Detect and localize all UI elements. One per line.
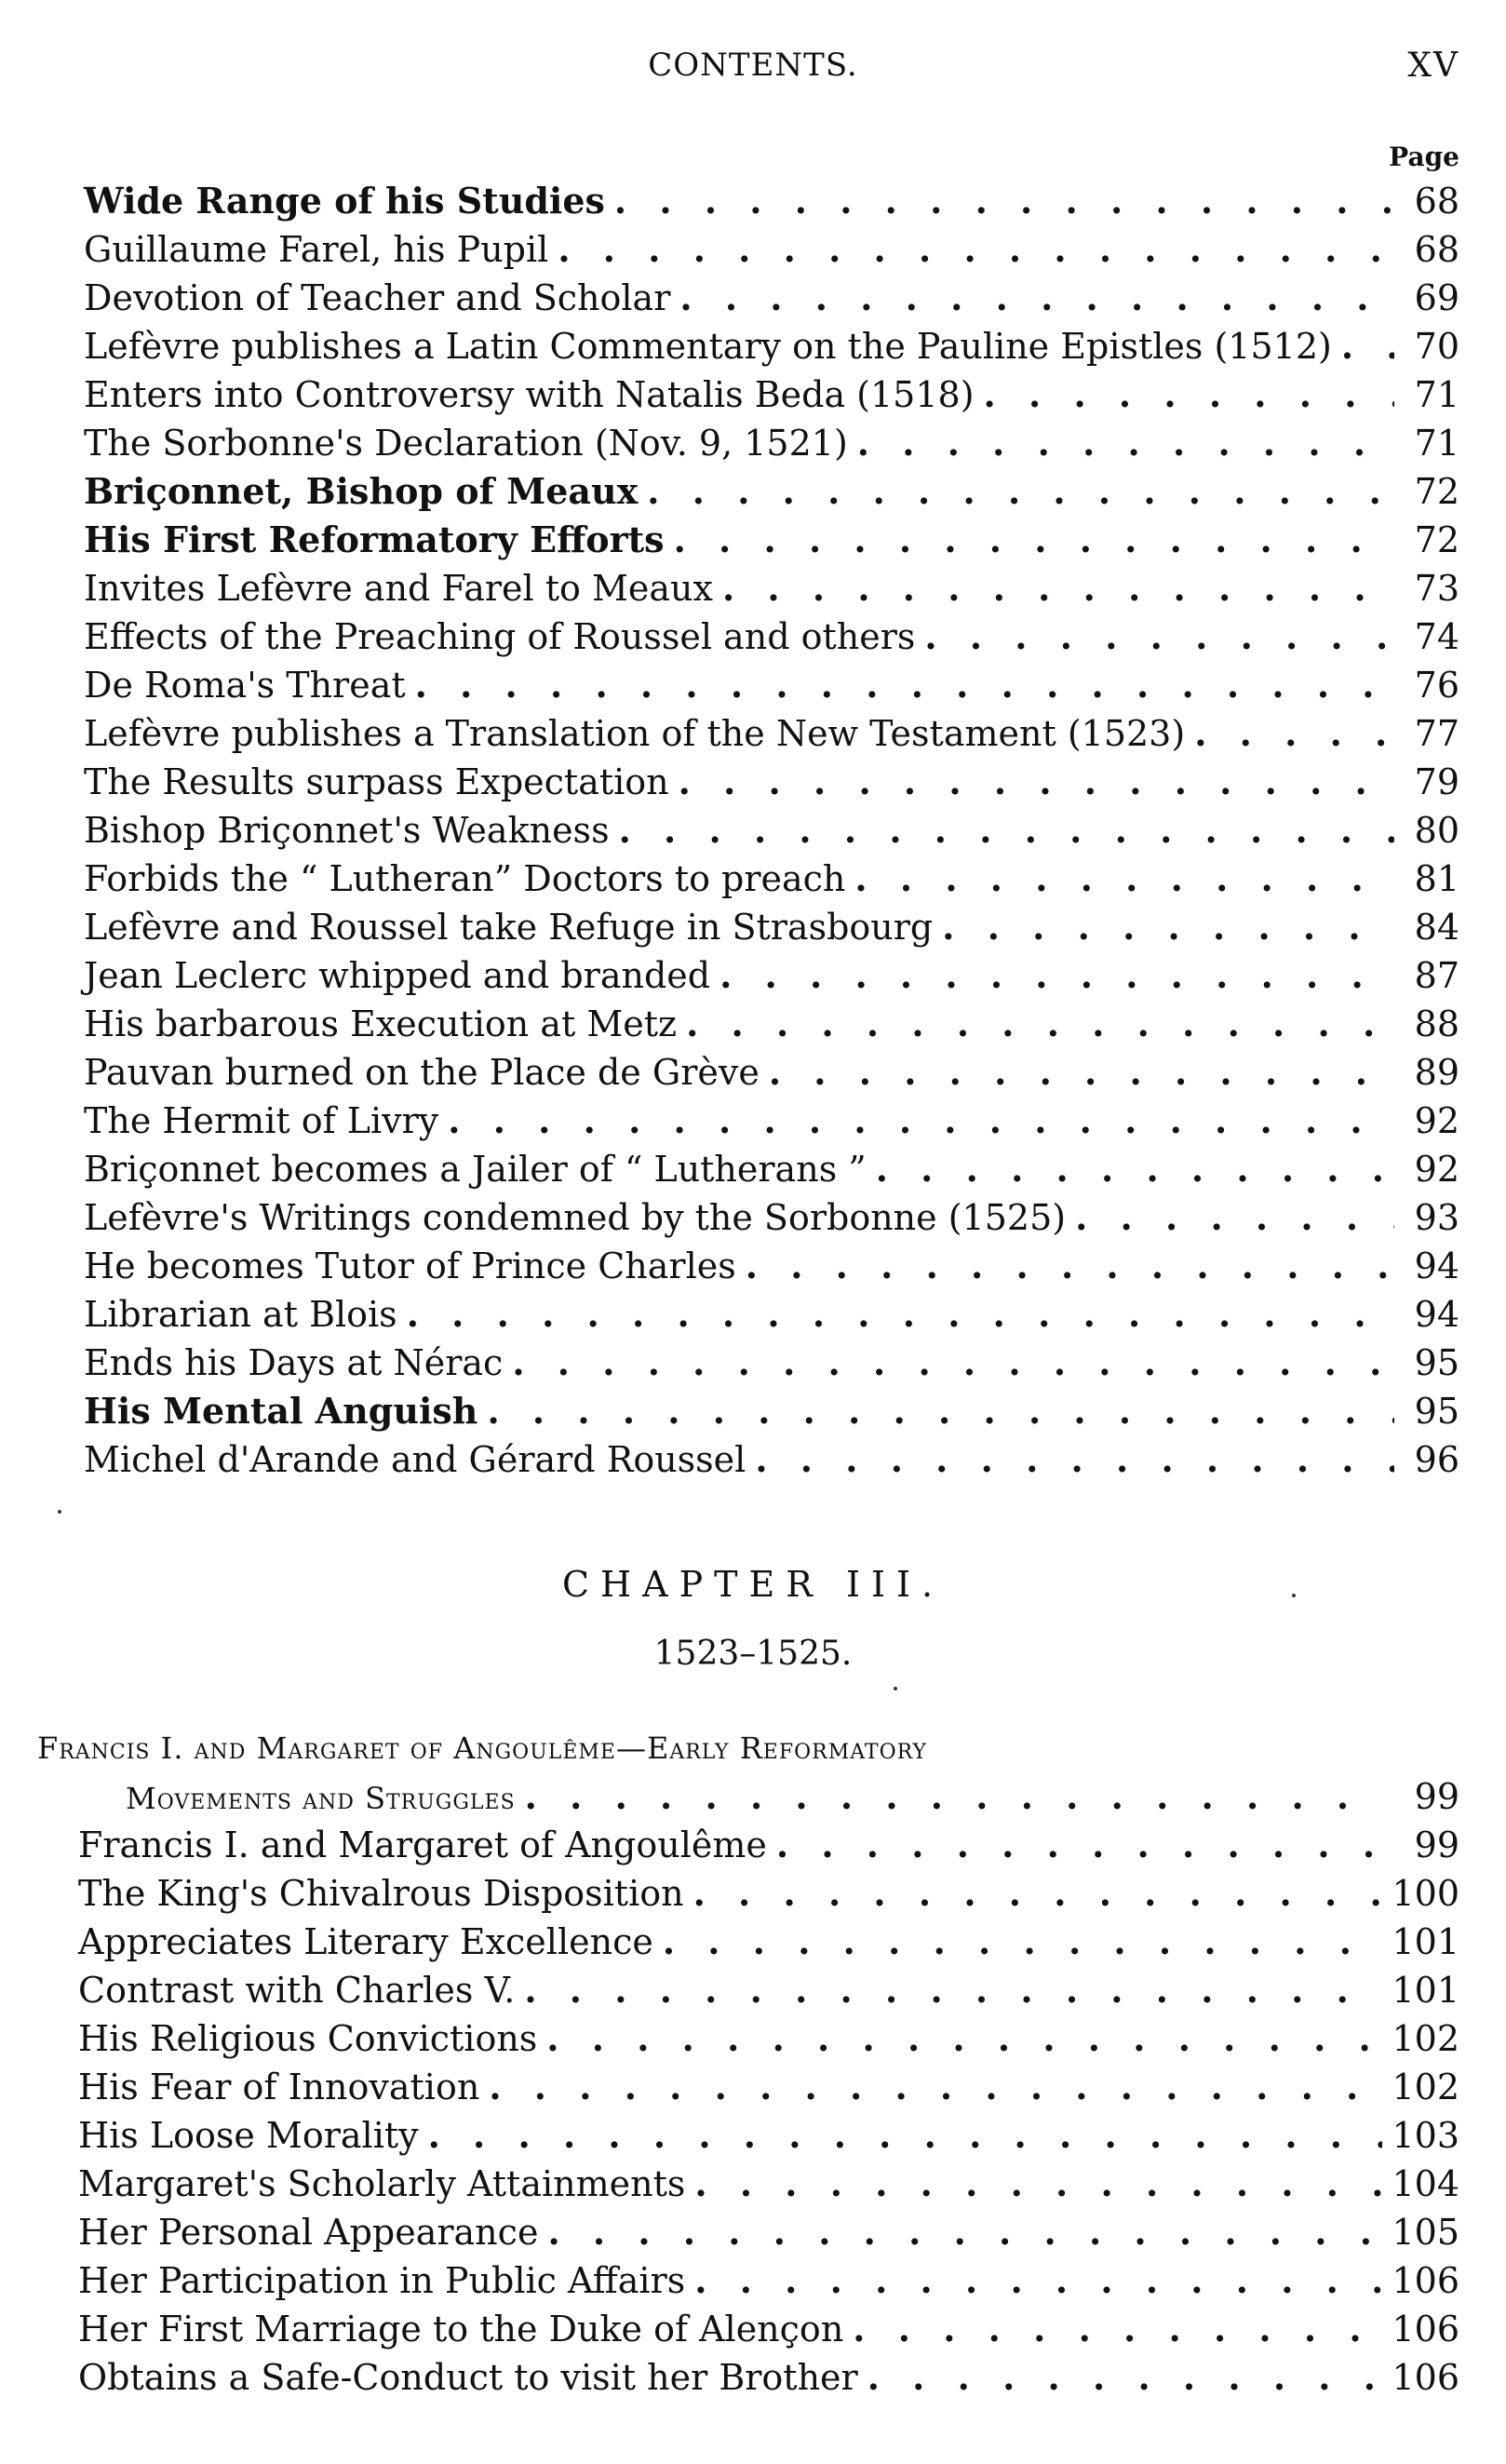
toc-entry-title: His Loose Morality	[78, 2115, 419, 2156]
toc-entry-page: 79	[1414, 761, 1459, 802]
toc-entry-page: 77	[1414, 713, 1459, 754]
toc-entry-title: Pauvan burned on the Place de Grève	[84, 1052, 760, 1093]
toc-entry-title: His Religious Convictions	[78, 2018, 538, 2059]
toc-entry-line	[78, 2208, 1459, 2256]
toc-entry-title: Lefèvre's Writings condemned by the Sorbonne (1525)	[84, 1197, 1067, 1238]
toc-entry	[0, 1048, 1506, 1097]
dot-leader	[719, 951, 1394, 1000]
dot-leader	[547, 2208, 1382, 2256]
toc-entry-page: 106	[1392, 2357, 1459, 2398]
toc-entry-page: 80	[1414, 810, 1459, 851]
toc-entry	[0, 2063, 1506, 2111]
toc-entry	[0, 855, 1506, 903]
toc-entry-page: 105	[1392, 2212, 1459, 2253]
dot-leader	[428, 2111, 1383, 2160]
toc-entry	[0, 2353, 1506, 2402]
stray-mark	[58, 1510, 61, 1514]
toc-entry-title: Briçonnet, Bishop of Meaux	[84, 470, 639, 512]
toc-entry-page: 76	[1414, 665, 1459, 706]
toc-entry-line	[78, 2063, 1459, 2111]
toc-entry-line	[78, 2014, 1459, 2063]
toc-entry-page: 95	[1414, 1391, 1459, 1432]
toc-entry-title: Wide Range of his Studies	[84, 180, 605, 222]
toc-entry	[0, 370, 1506, 419]
toc-entry-line	[78, 2305, 1459, 2353]
toc-entry-title: His Fear of Innovation	[78, 2067, 480, 2107]
dot-leader	[924, 613, 1394, 661]
dot-leader	[686, 1000, 1394, 1048]
toc-entry-title: Appreciates Literary Excellence	[78, 1921, 653, 1962]
dot-leader	[755, 1435, 1394, 1484]
section-title	[37, 1724, 1471, 1772]
toc-entry-title: Briçonnet becomes a Jailer of “ Lutherans ”	[84, 1149, 867, 1190]
toc-entry-line	[84, 322, 1459, 370]
toc-entry-title: Lefèvre and Roussel take Refuge in Strasbourg	[84, 907, 934, 948]
toc-entry-line	[84, 951, 1459, 1000]
toc-entry-title: Obtains a Safe-Conduct to visit her Brother	[78, 2357, 858, 2398]
dot-leader	[679, 274, 1394, 322]
toc-entry-page: 68	[1414, 229, 1459, 270]
toc-entry	[0, 1387, 1506, 1435]
toc-entry-line	[84, 1000, 1459, 1048]
toc-entry	[0, 2208, 1506, 2256]
dot-leader	[1075, 1193, 1394, 1242]
toc-entry	[0, 467, 1506, 516]
toc-entry-line	[84, 903, 1459, 951]
dot-leader	[512, 1339, 1394, 1387]
toc-entry-title: Guillaume Farel, his Pupil	[84, 229, 549, 270]
toc-entry-title: Enters into Controversy with Natalis Beda (1518)	[84, 374, 975, 415]
toc-entry-page: 71	[1414, 423, 1459, 464]
toc-entry-line	[84, 419, 1459, 467]
toc-entry-page: 106	[1392, 2260, 1459, 2301]
toc-entry-page: 100	[1392, 1873, 1459, 1914]
toc-entry-line	[78, 2111, 1459, 2160]
toc-entry-page: 92	[1414, 1100, 1459, 1141]
toc-entry	[0, 419, 1506, 467]
dot-leader	[854, 855, 1394, 903]
dot-leader	[448, 1097, 1394, 1145]
toc-entry-line	[84, 516, 1459, 564]
toc-entry-page: 101	[1392, 1970, 1459, 2011]
toc-entry-page: 95	[1414, 1342, 1459, 1383]
toc-entry-page: 84	[1414, 907, 1459, 948]
toc-entry-title: Her First Marriage to the Duke of Alençon	[78, 2309, 844, 2350]
toc-entry	[0, 2256, 1506, 2305]
toc-entry-title: Bishop Briçonnet's Weakness	[84, 810, 610, 851]
toc-entry-page: 102	[1392, 2018, 1459, 2059]
toc-entry-line	[78, 1918, 1459, 1966]
toc-entry-page: 70	[1414, 326, 1459, 367]
toc-entry-title: Devotion of Teacher and Scholar	[84, 277, 671, 318]
toc-entry	[0, 951, 1506, 1000]
toc-entry-title: Invites Lefèvre and Farel to Meaux	[84, 568, 713, 609]
running-title: CONTENTS.	[648, 47, 858, 84]
section-title-continuation	[0, 1772, 1506, 1821]
toc-entry-line	[84, 613, 1459, 661]
toc-entry-title: The King's Chivalrous Disposition	[78, 1873, 684, 1914]
toc-entry-title: He becomes Tutor of Prince Charles	[84, 1245, 736, 1286]
toc-entry-line	[84, 177, 1459, 225]
toc-entry	[0, 613, 1506, 661]
toc-entry-page: 96	[1414, 1439, 1459, 1480]
toc-entry-page: 93	[1414, 1197, 1459, 1238]
toc-entry-line	[84, 709, 1459, 758]
dot-leader	[746, 1242, 1394, 1290]
dot-leader	[876, 1145, 1394, 1193]
dot-leader	[867, 2353, 1383, 2402]
toc-entry-line	[84, 855, 1459, 903]
dot-leader	[679, 758, 1394, 806]
dot-leader	[722, 564, 1394, 613]
toc-entry	[0, 1193, 1506, 1242]
toc-entry-line	[84, 1387, 1459, 1435]
dot-leader	[619, 806, 1394, 855]
toc-entry	[0, 564, 1506, 613]
toc-entry-line	[78, 2256, 1459, 2305]
section-title-line-2: Movements and Struggles	[126, 1781, 516, 1816]
toc-entry-line	[78, 2160, 1459, 2208]
dot-leader	[546, 2014, 1382, 2063]
dot-leader	[776, 1821, 1383, 1869]
dot-leader	[663, 1918, 1383, 1966]
toc-entry	[0, 516, 1506, 564]
toc-entry	[0, 1966, 1506, 2014]
toc-entry-title: His First Reformatory Efforts	[84, 518, 665, 560]
dot-leader	[524, 1966, 1382, 2014]
toc-entry-page: 94	[1414, 1245, 1459, 1286]
toc-entry	[0, 661, 1506, 709]
toc-entry-line	[84, 758, 1459, 806]
dot-leader	[558, 225, 1394, 274]
toc-entry-line	[84, 1145, 1459, 1193]
toc-entry-title: Contrast with Charles V.	[78, 1970, 516, 2011]
toc-entry-line	[84, 661, 1459, 709]
toc-entry-page: 99	[1414, 1824, 1459, 1865]
toc-entry-page: 81	[1414, 858, 1459, 899]
toc-entry-title: Effects of the Preaching of Roussel and others	[84, 616, 916, 657]
toc-entry-page: 89	[1414, 1052, 1459, 1093]
toc-entry	[0, 758, 1506, 806]
dot-leader	[647, 467, 1394, 516]
toc-entry	[0, 1145, 1506, 1193]
toc-entry	[0, 2160, 1506, 2208]
dot-leader	[853, 2305, 1382, 2353]
toc-entry-page: 68	[1414, 181, 1459, 222]
toc-entry	[0, 2111, 1506, 2160]
toc-entry	[0, 2014, 1506, 2063]
toc-entry-line	[84, 370, 1459, 419]
toc-entry-page: 102	[1392, 2067, 1459, 2107]
dot-leader	[415, 661, 1394, 709]
toc-entry	[0, 806, 1506, 855]
toc-entry-page: 73	[1414, 568, 1459, 609]
dot-leader	[942, 903, 1394, 951]
dot-leader	[614, 177, 1394, 225]
toc-entry-line	[84, 1048, 1459, 1097]
toc-entry-page: 87	[1414, 955, 1459, 996]
toc-entry-title: The Sorbonne's Declaration (Nov. 9, 1521)	[84, 423, 848, 464]
dot-leader	[1341, 322, 1394, 370]
toc-entry-line	[84, 1193, 1459, 1242]
toc-entry	[0, 903, 1506, 951]
dot-leader	[769, 1048, 1394, 1097]
toc-entry-line	[84, 564, 1459, 613]
toc-entry-line	[84, 1435, 1459, 1484]
toc-entry-title: Lefèvre publishes a Latin Commentary on the Pauline Epistles (1512)	[84, 326, 1332, 367]
toc-entry	[0, 1821, 1506, 1869]
dot-leader	[525, 1772, 1383, 1821]
toc-entry	[0, 1339, 1506, 1387]
toc-entry-page: 104	[1392, 2163, 1459, 2204]
toc-entry-page: 69	[1414, 277, 1459, 318]
toc-entry-title: The Hermit of Livry	[84, 1100, 439, 1141]
toc-entry	[0, 225, 1506, 274]
toc-entry	[0, 1290, 1506, 1339]
toc-entry-page: 88	[1414, 1003, 1459, 1044]
toc-entry	[0, 1918, 1506, 1966]
toc-entry-line	[84, 806, 1459, 855]
toc-entry-title: Francis I. and Margaret of Angoulême	[78, 1824, 767, 1865]
running-head	[0, 47, 1506, 93]
toc-entry	[0, 322, 1506, 370]
toc-entry-line	[84, 1097, 1459, 1145]
stray-mark	[1292, 1594, 1296, 1597]
dot-leader	[407, 1290, 1394, 1339]
toc-entry	[0, 274, 1506, 322]
toc-entry-title: Jean Leclerc whipped and branded	[84, 955, 711, 996]
toc-entry-line	[126, 1772, 1459, 1823]
toc-entry-page: 74	[1414, 616, 1459, 657]
toc-entry-line	[78, 1821, 1459, 1869]
toc-entry	[0, 1435, 1506, 1484]
toc-entry-title: His barbarous Execution at Metz	[84, 1003, 678, 1044]
toc-entry-title: Her Participation in Public Affairs	[78, 2260, 686, 2301]
dot-leader	[487, 1387, 1394, 1435]
stray-mark	[894, 1687, 897, 1690]
toc-entry-title: Ends his Days at Nérac	[84, 1342, 504, 1383]
toc-entry	[0, 2305, 1506, 2353]
page-column-label: Page	[1389, 141, 1459, 172]
toc-entry	[0, 1869, 1506, 1918]
toc-entry	[0, 1097, 1506, 1145]
toc-entry-page: 106	[1392, 2309, 1459, 2350]
toc-entry-title: His Mental Anguish	[84, 1390, 478, 1432]
chapter-dates: 1523–1525.	[653, 1635, 853, 1673]
toc-entry-title: De Roma's Threat	[84, 665, 406, 706]
dot-leader	[693, 1869, 1383, 1918]
toc-entry-page: 72	[1414, 519, 1459, 560]
toc-entry	[0, 1242, 1506, 1290]
toc-entry-line	[84, 1290, 1459, 1339]
toc-entry-line	[84, 225, 1459, 274]
toc-entry-line	[84, 1339, 1459, 1387]
toc-entry-line	[84, 467, 1459, 516]
toc-entry-line	[84, 1242, 1459, 1290]
toc-entry-title: The Results surpass Expectation	[84, 761, 669, 802]
dot-leader	[674, 516, 1394, 564]
section-title-line-1: Francis I. and Margaret of Angoulême—Early Reformatory	[37, 1730, 928, 1766]
toc-entry-title: Michel d'Arande and Gérard Roussel	[84, 1439, 746, 1480]
toc-entry-line	[78, 1966, 1459, 2014]
toc-entry-page: 103	[1392, 2115, 1459, 2156]
dot-leader	[1194, 709, 1394, 758]
dot-leader	[984, 370, 1394, 419]
dot-leader	[489, 2063, 1382, 2111]
toc-entry-page: 71	[1414, 374, 1459, 415]
toc-entry-line	[84, 274, 1459, 322]
toc-entry-title: Forbids the “ Lutheran” Doctors to preach	[84, 858, 846, 899]
toc-entry-page: 92	[1414, 1149, 1459, 1190]
toc-entry	[0, 1000, 1506, 1048]
toc-entry-title: Her Personal Appearance	[78, 2212, 539, 2253]
toc-entry-page: 94	[1414, 1294, 1459, 1335]
toc-entry	[0, 177, 1506, 225]
toc-entry-title: Lefèvre publishes a Translation of the New Testament (1523)	[84, 713, 1186, 754]
dot-leader	[694, 2160, 1382, 2208]
chapter-heading: CHAPTER III.	[561, 1564, 945, 1605]
dot-leader	[857, 419, 1394, 467]
section-page: 99	[1414, 1776, 1459, 1817]
toc-entry-line	[78, 1869, 1459, 1918]
page-folio: XV	[1407, 47, 1459, 85]
toc-entry	[0, 709, 1506, 758]
toc-entry-title: Margaret's Scholarly Attainments	[78, 2163, 686, 2204]
dot-leader	[694, 2256, 1382, 2305]
toc-entry-page: 101	[1392, 1921, 1459, 1962]
toc-entry-line	[78, 2353, 1459, 2402]
toc-entry-page: 72	[1414, 471, 1459, 512]
toc-entry-title: Librarian at Blois	[84, 1294, 397, 1335]
